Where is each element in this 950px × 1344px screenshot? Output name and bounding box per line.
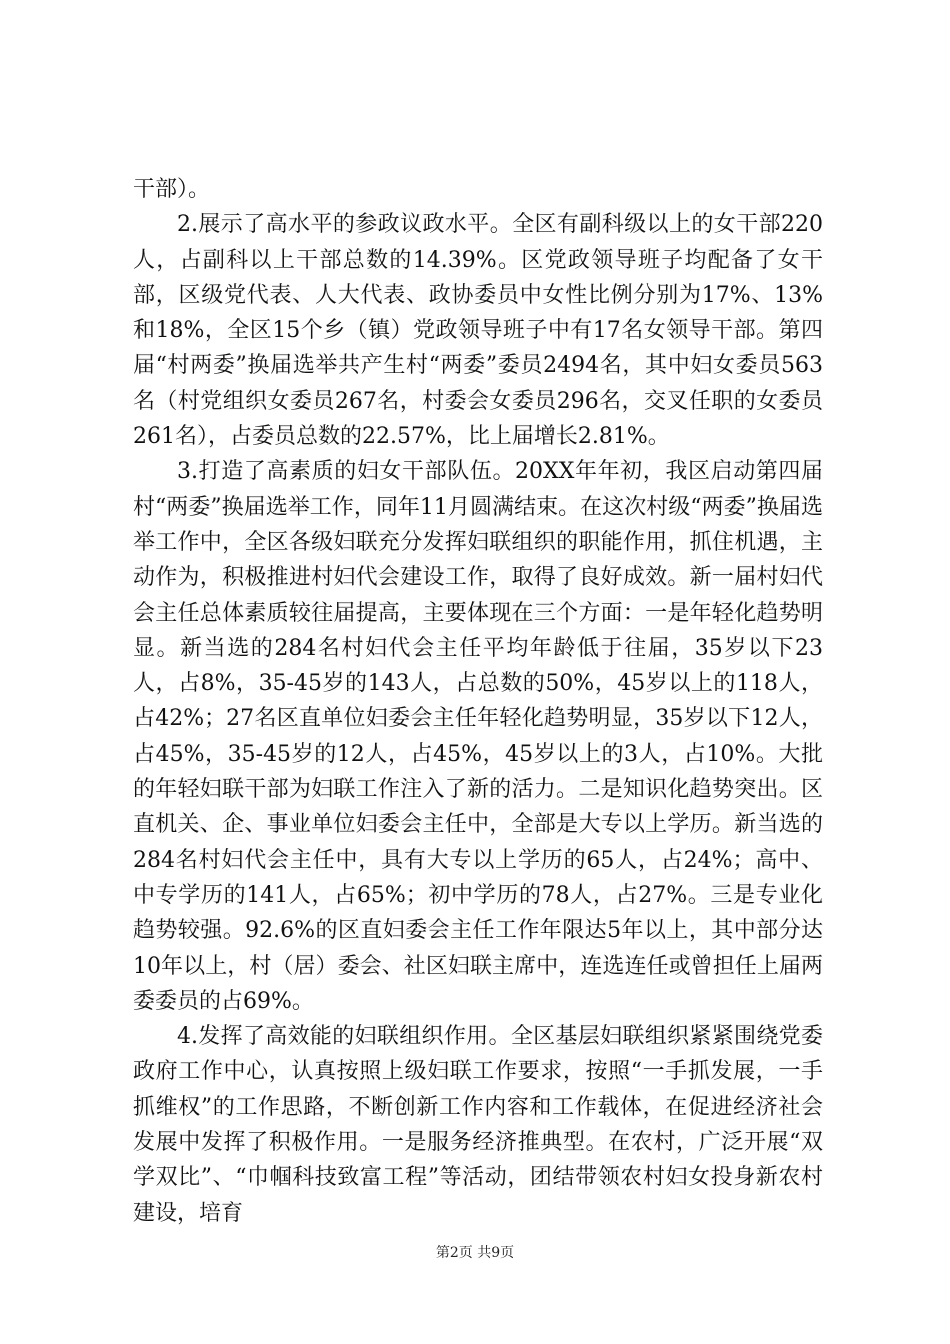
document-body	[133, 172, 823, 1231]
paragraph-item-3: 3.打造了高素质的妇女干部队伍。20XX年年初，我区启动第四届村“两委”换届选举工作，同年11月圆满结束。在这次村级“两委”换届选举工作中，全区各级妇联充分发挥妇联组织的职能作用，抓住机遇，主动作为，积极推进村妇代会建设工作，取得了良好成效。新一届村妇代会主任总体素质较往届提高，主要体现在三个方面：一是年轻化趋势明显。新当选的284名村妇代会主任平均年龄低于往届，35岁以下23人，占8%，35-45岁的143人，占总数的50%，45岁以上的118人，占42%；27名区直单位妇委会主任年轻化趋势明显，35岁以下12人，占45%，35-45岁的12人，占45%，45岁以上的3人，占10%。大批的年轻妇联干部为妇联工作注入了新的活力。二是知识化趋势突出。区直机关、企、事业单位妇委会主任中，全部是大专以上学历。新当选的284名村妇代会主任中，具有大专以上学历的65人，占24%；高中、中专学历的141人，占65%；初中学历的78人，占27%。三是专业化趋势较强。92.6%的区直妇委会主任工作年限达5年以上，其中部分达10年以上，村（居）委会、社区妇联主席中，连选连任或曾担任上届两委委员的占69%。	[133, 459, 823, 1014]
paragraph-item-2: 2.展示了高水平的参政议政水平。全区有副科级以上的女干部220人，占副科以上干部总数的14.39%。区党政领导班子均配备了女干部，区级党代表、人大代表、政协委员中女性比例分别为17%、13%和18%，全区15个乡（镇）党政领导班子中有17名女领导干部。第四届“村两委”换届选举共产生村“两委”委员2494名，其中妇女委员563名（村党组织女委员267名，村委会女委员296名，交叉任职的女委员261名），占委员总数的22.57%，比上届增长2.81%。	[133, 212, 823, 450]
page-footer	[0, 1243, 950, 1263]
paragraph-continuation: 干部）。	[133, 177, 211, 202]
page-number-label: 第2页 共9页	[435, 1245, 515, 1261]
paragraph-item-4: 4.发挥了高效能的妇联组织作用。全区基层妇联组织紧紧围绕党委政府工作中心，认真按照上级妇联工作要求，按照“一手抓发展，一手抓维权”的工作思路，不断创新工作内容和工作载体，在促进经济社会发展中发挥了积极作用。一是服务经济推典型。在农村，广泛开展“双学双比”、“巾帼科技致富工程”等活动，团结带领农村妇女投身新农村建设，培育	[133, 1024, 823, 1226]
